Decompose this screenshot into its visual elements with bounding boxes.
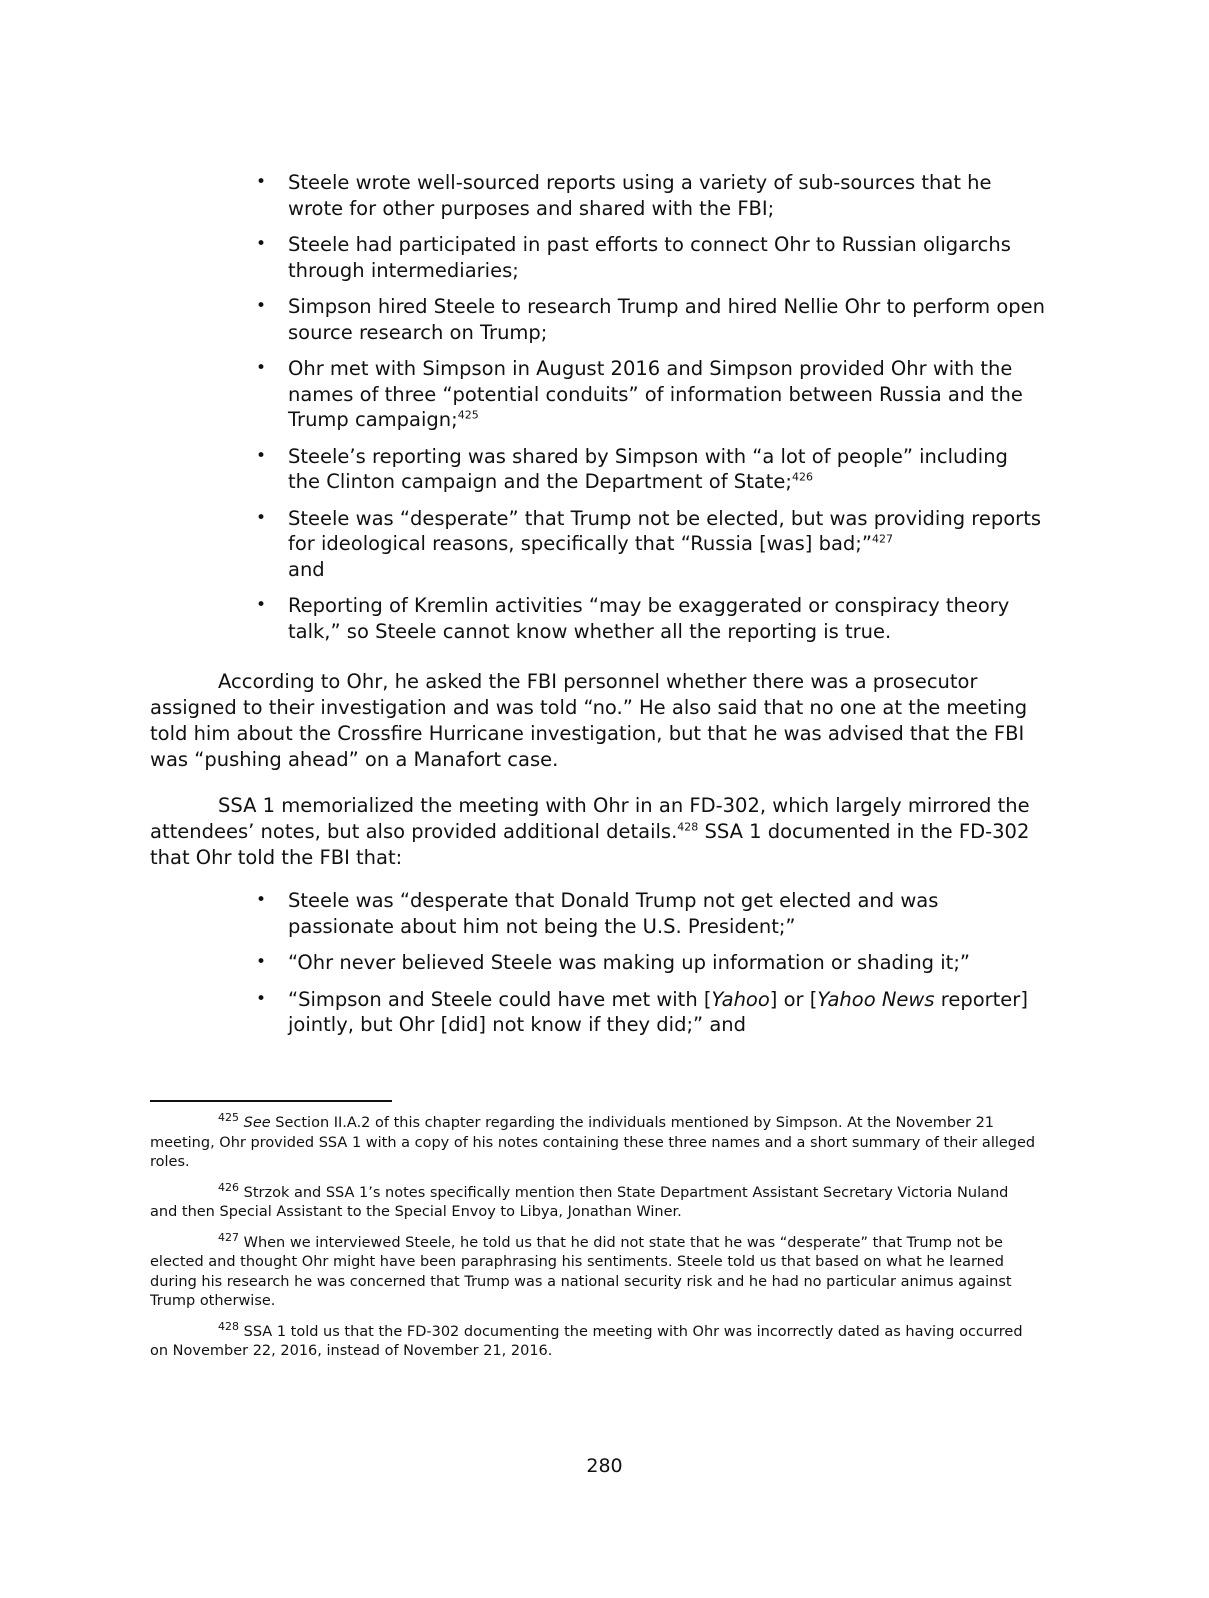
footnote-text: Strzok and SSA 1’s notes specifically mention then State Department Assistant Secretary Victoria Nuland and then Special Assistant to the Special Envoy to Libya, Jonathan Winer. [150, 1184, 1009, 1220]
bullet-text: ] or [ [769, 987, 818, 1011]
bullet-icon: • [256, 595, 267, 615]
bullet-icon: • [256, 234, 267, 254]
bullet-icon: • [256, 172, 267, 192]
footnote-text: SSA 1 told us that the FD-302 documenting the meeting with Ohr was incorrectly dated as having occurred on November 22, 2016, instead of November 21, 2016. [150, 1323, 1023, 1359]
list-item [256, 232, 1046, 283]
paragraph-text: SSA 1 memorialized the meeting with Ohr in an FD-302, which largely mirrored the attendees’ notes, but also provided additional details. [150, 794, 1030, 843]
bullet-text: Steele was “desperate that Donald Trump not get elected and was passionate about him not being the U.S. President;” [288, 889, 939, 938]
list-item [256, 356, 1046, 433]
bullet-text: Steele wrote well-sourced reports using a variety of sub-sources that he wrote for other purposes and shared with the FBI; [288, 171, 992, 220]
footnote-text: When we interviewed Steele, he told us that he did not state that he was “desperate” that Trump not be elected and thought Ohr might have been paraphrasing his sentiments. Steele told us that based on what he learned during his research he was concerned that Trump was a national security risk and he had no particular animus against Trump otherwise. [150, 1234, 1012, 1309]
bullet-text: Steele’s reporting was shared by Simpson with “a lot of people” including the Clinton campaign and the Department of State; [288, 444, 1008, 493]
list-item [256, 444, 1046, 495]
footnote-number: 427 [218, 1230, 239, 1244]
list-item [256, 950, 1046, 976]
bullet-icon: • [256, 952, 267, 972]
footnote-425 [150, 1111, 1040, 1173]
footnote-ref: 427 [871, 532, 893, 546]
bullet-icon: • [256, 296, 267, 316]
list-item [256, 294, 1046, 345]
footnote-428 [150, 1319, 1040, 1362]
bullet-icon: • [256, 358, 267, 378]
footnote-divider [150, 1100, 392, 1102]
page-number: 280 [586, 1455, 623, 1477]
bullet-icon: • [256, 988, 267, 1009]
footnote-ref: 426 [791, 470, 813, 484]
footnote-lead-italic: See [243, 1115, 271, 1131]
list-item [256, 987, 1046, 1038]
bullet-text: “Ohr never believed Steele was making up information or shading it;” [288, 951, 970, 974]
bullet-text-italic: Yahoo News [817, 987, 935, 1011]
bullet-icon: • [256, 445, 267, 466]
body-paragraph: According to Ohr, he asked the FBI personnel whether there was a prosecutor assigned to their investigation and was told “no.” He also said that no one at the meeting told him about the Crossfire Hurricane investigation, but that he was advised that the FBI was “pushing ahead” on a Manafort case. [150, 670, 1028, 771]
footnote-number: 426 [218, 1180, 239, 1194]
footnotes-section [150, 1111, 1040, 1373]
bullet-text-tail: and [288, 557, 325, 581]
list-item [256, 593, 1046, 644]
bullet-text: Reporting of Kremlin activities “may be exaggerated or conspiracy theory talk,” so Steele cannot know whether all the reporting is true. [288, 594, 1010, 643]
bullet-text: Steele was “desperate” that Trump not be elected, but was providing reports for ideological reasons, specifically that “Russia [was] bad;” [288, 506, 1041, 555]
bullet-text: Ohr met with Simpson in August 2016 and Simpson provided Ohr with the names of three “potential conduits” of information between Russia and the Trump campaign; [288, 357, 1023, 431]
bullet-list-ohr-statements [256, 170, 1046, 655]
bullet-icon: • [256, 507, 267, 528]
bullet-icon: • [256, 890, 267, 910]
bullet-text: Steele had participated in past efforts to connect Ohr to Russian oligarchs through intermediaries; [288, 233, 1011, 282]
footnote-427 [150, 1230, 1040, 1312]
footnote-ref: 428 [677, 820, 699, 834]
bullet-text: “Simpson and Steele could have met with [ [288, 987, 712, 1011]
footnote-ref: 425 [457, 408, 479, 422]
footnote-number: 425 [218, 1111, 239, 1125]
footnote-number: 428 [218, 1319, 239, 1333]
body-paragraph [150, 793, 1050, 871]
list-item [256, 888, 1046, 939]
bullet-list-fd302-statements [256, 888, 1046, 1049]
list-item [256, 506, 1046, 583]
footnote-426 [150, 1180, 1040, 1223]
footnote-text: Section II.A.2 of this chapter regarding the individuals mentioned by Simpson. At the November 21 meeting, Ohr provided SSA 1 with a copy of his notes containing these three names and a short summary of their alleged roles. [150, 1115, 1036, 1170]
bullet-text-italic: Yahoo [711, 987, 770, 1011]
paragraph-text: SSA 1 documented in the FD-302 that Ohr told the FBI that: [150, 820, 1030, 869]
list-item [256, 170, 1046, 221]
bullet-text: reporter] jointly, but Ohr [did] not know if they did;” and [288, 987, 1028, 1036]
bullet-text: Simpson hired Steele to research Trump and hired Nellie Ohr to perform open source research on Trump; [288, 295, 1045, 344]
